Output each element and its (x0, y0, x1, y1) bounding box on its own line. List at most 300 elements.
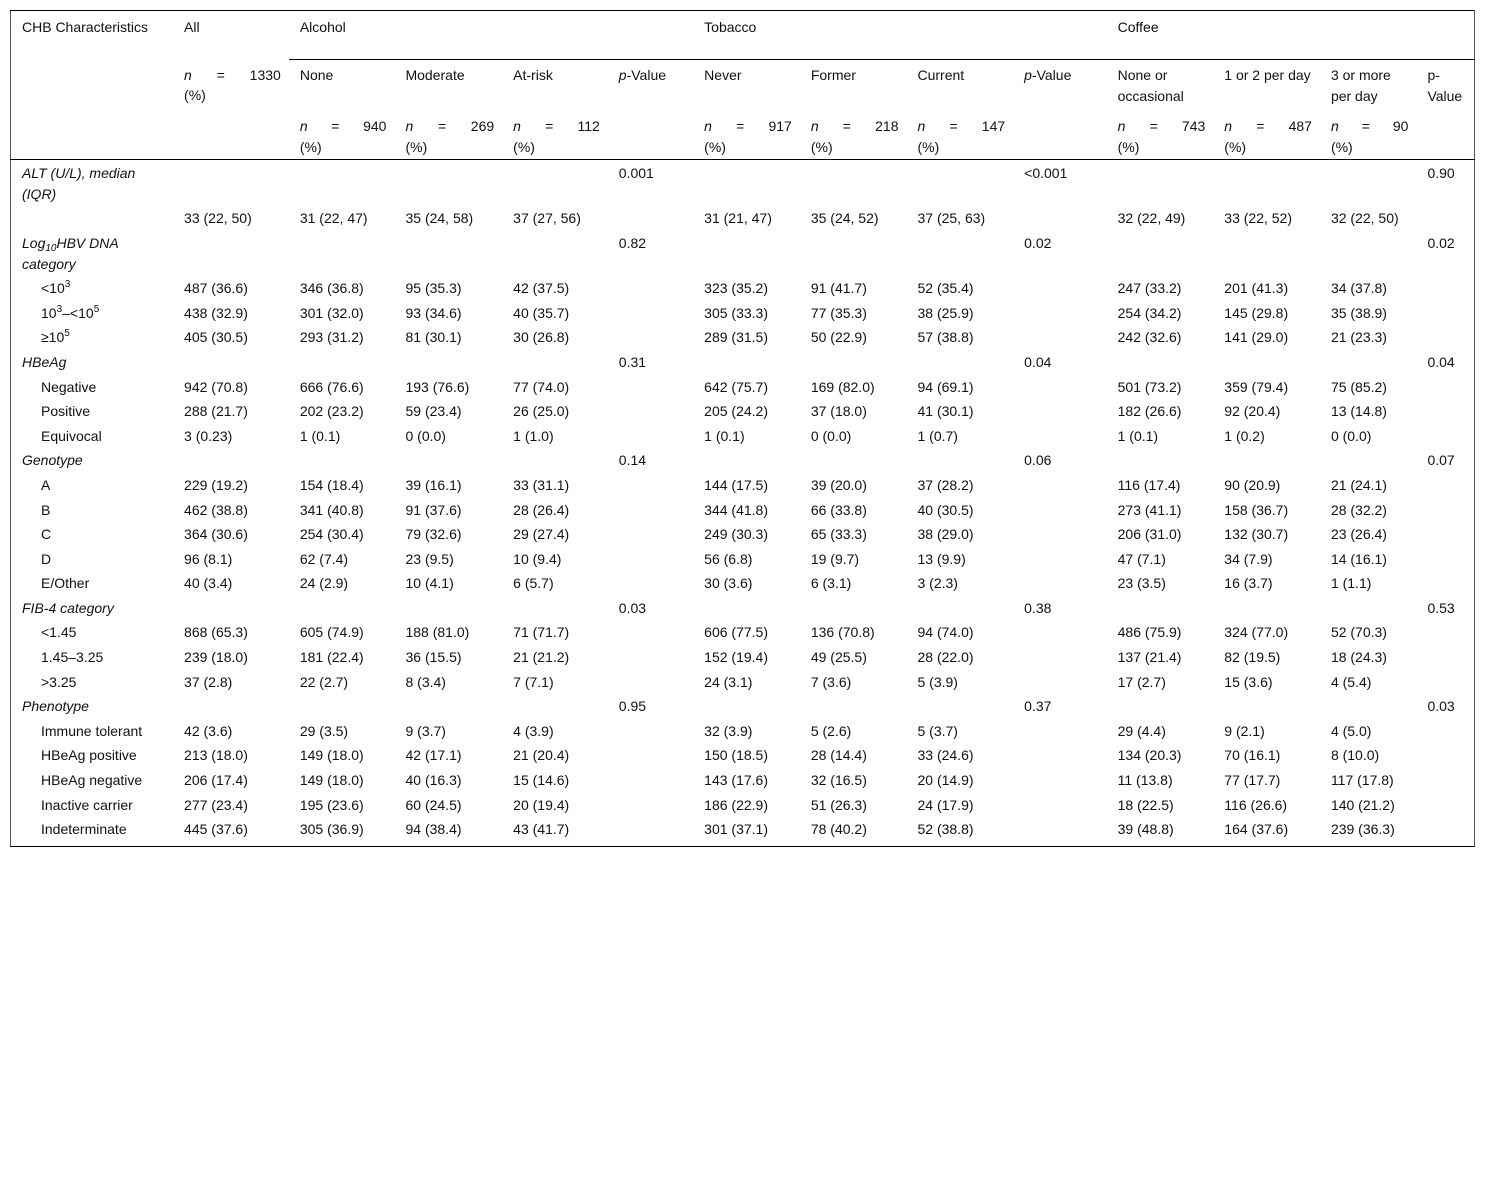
table-cell: 41 (30.1) (917, 403, 974, 420)
table-cell (693, 693, 800, 718)
table-cell: 65 (33.3) (810, 526, 867, 543)
table-cell: 16 (3.7) (1224, 575, 1273, 592)
pvalue-cell (1416, 423, 1474, 448)
table-cell: 32 (3.9) (704, 722, 753, 739)
table-cell: 195 (23.6) (299, 796, 364, 813)
pvalue-cell: 0.04 (1024, 353, 1052, 370)
row-label: D (11, 546, 174, 571)
table-cell: 288 (21.7) (184, 403, 248, 420)
table-cell (800, 595, 907, 620)
table-cell (1107, 349, 1214, 374)
table-cell: 289 (31.5) (704, 329, 768, 346)
table-cell: 28 (32.2) (1330, 501, 1387, 518)
header-n-coffee-1-2: n = 487 (%) (1213, 111, 1320, 160)
table-cell: 152 (19.4) (704, 649, 768, 666)
table-cell (394, 595, 502, 620)
table-cell: 37 (27, 56) (513, 210, 581, 227)
table-cell: 324 (77.0) (1224, 624, 1289, 641)
pvalue-cell (608, 669, 693, 694)
table-cell: 21 (21.2) (513, 649, 570, 666)
row-label: HBeAg negative (11, 767, 174, 792)
table-cell: 5 (3.9) (917, 673, 958, 690)
pvalue-cell (1013, 718, 1106, 743)
header-n-tobacco-former: n = 218 (%) (800, 111, 907, 160)
table-cell (906, 160, 1013, 206)
table-cell: 359 (79.4) (1224, 378, 1289, 395)
table-row (11, 816, 1475, 846)
pvalue-cell (1416, 767, 1474, 792)
pvalue-cell (608, 497, 693, 522)
pvalue-cell (1013, 374, 1106, 399)
header-blank (173, 111, 289, 160)
row-label: $\ge 10^5$ (11, 324, 174, 349)
table-cell (693, 230, 800, 275)
table-cell: 33 (22, 52) (1224, 210, 1292, 227)
header-blank (1416, 111, 1474, 160)
header-tobacco-never: Never (704, 67, 742, 83)
table-cell (1320, 595, 1417, 620)
pvalue-cell (608, 767, 693, 792)
table-cell: 28 (26.4) (513, 501, 570, 518)
pvalue-cell (1416, 300, 1474, 325)
table-cell: 70 (16.1) (1224, 747, 1281, 764)
table-cell: 4 (5.4) (1330, 673, 1372, 690)
pvalue-cell (1416, 546, 1474, 571)
table-cell (693, 595, 800, 620)
table-row (11, 546, 1475, 571)
table-cell: 42 (37.5) (513, 280, 570, 297)
row-label: HBeAg positive (11, 742, 174, 767)
table-cell: 35 (38.9) (1330, 304, 1387, 321)
pvalue-cell (1013, 423, 1106, 448)
table-row (11, 205, 1475, 230)
row-label: Indeterminate (11, 816, 174, 846)
pvalue-cell (1013, 767, 1106, 792)
pvalue-cell (1416, 472, 1474, 497)
table-cell: 182 (26.6) (1117, 403, 1182, 420)
table-cell: 21 (23.3) (1330, 329, 1387, 346)
table-cell (800, 447, 907, 472)
table-cell (800, 349, 907, 374)
pvalue-cell: 0.07 (1416, 447, 1474, 472)
table-cell: 62 (7.4) (299, 550, 349, 567)
table-cell: 39 (20.0) (810, 476, 867, 493)
pvalue-cell (608, 472, 693, 497)
table-cell: 868 (65.3) (184, 624, 248, 641)
table-cell: 11 (13.8) (1117, 772, 1173, 789)
table-cell: 31 (21, 47) (704, 210, 772, 227)
table-cell: 9 (2.1) (1224, 722, 1265, 739)
pvalue-cell (1013, 570, 1106, 595)
header-alcohol-none: None (299, 67, 334, 83)
table-cell: 33 (22, 50) (184, 210, 252, 227)
header-blank (608, 111, 693, 160)
table-cell: 462 (38.8) (184, 501, 248, 518)
header-n-alcohol-at-risk: n = 112 (%) (502, 111, 608, 160)
table-row (11, 423, 1475, 448)
pvalue-cell (1013, 300, 1106, 325)
pvalue-cell (1013, 546, 1106, 571)
table-cell: 8 (3.4) (405, 673, 446, 690)
row-label: $10^3-<10^5$ (11, 300, 174, 325)
table-cell: 77 (17.7) (1224, 772, 1281, 789)
header-group-tobacco: Tobacco (693, 11, 1106, 60)
pvalue-cell (608, 570, 693, 595)
pvalue-cell (608, 644, 693, 669)
table-cell (1213, 693, 1320, 718)
table-cell: 206 (31.0) (1117, 526, 1182, 543)
pvalue-cell: 0.03 (1416, 693, 1474, 718)
table-cell: 169 (82.0) (810, 378, 875, 395)
table-cell: 942 (70.8) (184, 378, 248, 395)
pvalue-cell (608, 619, 693, 644)
table-cell (1213, 595, 1320, 620)
pvalue-cell (1013, 205, 1106, 230)
table-cell: 487 (36.6) (184, 280, 248, 297)
pvalue-cell: 0.02 (1416, 230, 1474, 275)
table-row (11, 693, 1475, 718)
table-cell: 1 (1.0) (513, 427, 554, 444)
table-cell: 213 (18.0) (184, 747, 248, 764)
table-cell (693, 447, 800, 472)
table-cell: 37 (2.8) (184, 673, 233, 690)
header-n-coffee-none: n = 743 (%) (1107, 111, 1214, 160)
table-cell: 273 (41.1) (1117, 501, 1182, 518)
pvalue-cell: 0.38 (1024, 599, 1052, 616)
table-row (11, 349, 1475, 374)
pvalue-cell (1416, 398, 1474, 423)
table-cell: 19 (9.7) (810, 550, 860, 567)
pvalue-cell (1416, 718, 1474, 743)
pvalue-cell: 0.001 (618, 165, 654, 182)
table-cell: 193 (76.6) (405, 378, 470, 395)
table-row (11, 230, 1475, 275)
table-cell: 32 (16.5) (810, 772, 867, 789)
table-cell: 66 (33.8) (810, 501, 867, 518)
table-cell: 606 (77.5) (704, 624, 768, 641)
table-cell (502, 160, 608, 206)
table-cell: 0 (0.0) (405, 427, 446, 444)
row-label: Negative (11, 374, 174, 399)
table-cell (1107, 595, 1214, 620)
table-cell: 15 (3.6) (1224, 673, 1273, 690)
table-row (11, 472, 1475, 497)
table-cell: 28 (22.0) (917, 649, 974, 666)
pvalue-cell (608, 718, 693, 743)
pvalue-cell (1416, 275, 1474, 300)
table-cell: 254 (34.2) (1117, 304, 1182, 321)
table-cell: 344 (41.8) (704, 501, 768, 518)
pvalue-cell (608, 742, 693, 767)
table-cell: 239 (36.3) (1320, 816, 1417, 846)
table-cell: 57 (38.8) (917, 329, 974, 346)
table-cell: 18 (22.5) (1117, 796, 1174, 813)
table-cell (173, 230, 289, 275)
table-cell: 486 (75.9) (1117, 624, 1182, 641)
table-cell: 36 (15.5) (405, 649, 462, 666)
table-cell: 293 (31.2) (299, 329, 364, 346)
table-row (11, 595, 1475, 620)
table-cell: 501 (73.2) (1117, 378, 1182, 395)
table-cell: 642 (75.7) (704, 378, 768, 395)
table-cell: 77 (74.0) (513, 378, 570, 395)
header-tobacco-former: Former (810, 67, 856, 83)
table-cell: 90 (20.9) (1224, 476, 1281, 493)
row-label: Inactive carrier (11, 792, 174, 817)
table-cell: 82 (19.5) (1224, 649, 1281, 666)
table-row (11, 275, 1475, 300)
table-cell (502, 230, 608, 275)
pvalue-cell (1416, 619, 1474, 644)
table-row (11, 619, 1475, 644)
table-cell: 438 (32.9) (184, 304, 248, 321)
header-all-n: n = 1330 (%) (184, 66, 281, 104)
pvalue-cell: 0.90 (1416, 160, 1474, 206)
table-cell (289, 447, 395, 472)
table-body (11, 160, 1475, 847)
table-cell: 305 (33.3) (704, 304, 768, 321)
table-cell (800, 160, 907, 206)
pvalue-cell (608, 816, 693, 846)
table-cell: 144 (17.5) (704, 476, 768, 493)
pvalue-cell (1013, 497, 1106, 522)
row-label: FIB-4 category (11, 595, 174, 620)
pvalue-cell: <0.001 (1024, 165, 1068, 182)
pvalue-cell (1416, 570, 1474, 595)
table-cell: 94 (74.0) (917, 624, 974, 641)
table-cell: 0 (0.0) (810, 427, 852, 444)
table-cell: 21 (20.4) (513, 747, 570, 764)
pvalue-cell (608, 423, 693, 448)
table-cell: 23 (9.5) (405, 550, 454, 567)
table-cell: 154 (18.4) (299, 476, 364, 493)
table-cell (394, 160, 502, 206)
table-cell: 51 (26.3) (810, 796, 867, 813)
table-cell: 143 (17.6) (704, 772, 768, 789)
header-alcohol-moderate: Moderate (405, 67, 465, 83)
table-cell: 30 (3.6) (704, 575, 753, 592)
header-blank (11, 60, 174, 112)
pvalue-cell (1416, 742, 1474, 767)
header-blank (11, 111, 174, 160)
pvalue-cell (608, 275, 693, 300)
table-cell: 39 (48.8) (1107, 816, 1214, 846)
table-cell: 81 (30.1) (405, 329, 462, 346)
header-col-characteristics: CHB Characteristics (11, 11, 174, 60)
table-cell (1107, 447, 1214, 472)
table-row (11, 374, 1475, 399)
table-cell: 52 (35.4) (917, 280, 974, 297)
table-cell (800, 230, 907, 275)
table-row (11, 398, 1475, 423)
table-cell: 29 (27.4) (513, 526, 570, 543)
pvalue-cell (1013, 644, 1106, 669)
pvalue-cell: 0.82 (618, 234, 647, 251)
pvalue-cell (1013, 472, 1106, 497)
header-n-tobacco-current: n = 147 (%) (906, 111, 1013, 160)
pvalue-cell (608, 300, 693, 325)
pvalue-cell (1013, 792, 1106, 817)
table-cell: 445 (37.6) (173, 816, 289, 846)
table-cell: 75 (85.2) (1330, 378, 1387, 395)
table-cell (1320, 447, 1417, 472)
pvalue-cell (1013, 742, 1106, 767)
table-cell: 305 (36.9) (289, 816, 395, 846)
table-cell: 24 (17.9) (917, 796, 974, 813)
header-coffee-pvalue: p- Value (1416, 60, 1474, 112)
pvalue-cell: 0.03 (618, 599, 647, 616)
pvalue-cell (1416, 324, 1474, 349)
table-cell: 13 (14.8) (1330, 403, 1387, 420)
table-cell: 42 (17.1) (405, 747, 462, 764)
table-cell: 20 (14.9) (917, 772, 974, 789)
table-cell (1213, 160, 1320, 206)
header-coffee-3-plus: 3 or more per day (1330, 67, 1391, 104)
header-group-alcohol: Alcohol (289, 11, 693, 60)
table-cell: 149 (18.0) (299, 747, 364, 764)
chb-characteristics-table (10, 10, 1475, 847)
table-cell: 37 (18.0) (810, 403, 867, 420)
table-cell: 91 (41.7) (810, 280, 867, 297)
table-cell (289, 230, 395, 275)
pvalue-cell (608, 205, 693, 230)
table-cell: 3 (0.23) (184, 427, 233, 444)
table-cell: 37 (28.2) (917, 476, 974, 493)
table-cell (289, 693, 395, 718)
table-row (11, 160, 1475, 206)
table-cell (906, 349, 1013, 374)
table-cell: 32 (22, 49) (1117, 210, 1186, 227)
table-cell: 43 (41.7) (502, 816, 608, 846)
table-cell: 24 (2.9) (299, 575, 349, 592)
table-cell: 21 (24.1) (1330, 476, 1387, 493)
table-cell: 7 (7.1) (513, 673, 554, 690)
pvalue-cell (1013, 669, 1106, 694)
table-cell: 205 (24.2) (704, 403, 768, 420)
row-label: <1.45 (11, 619, 174, 644)
table-cell: 301 (32.0) (299, 304, 364, 321)
table-cell: 10 (4.1) (405, 575, 454, 592)
table-cell: 91 (37.6) (405, 501, 462, 518)
table-cell: 71 (71.7) (513, 624, 570, 641)
table-cell: 1 (0.1) (299, 427, 341, 444)
pvalue-cell (1416, 816, 1474, 846)
table-cell: 132 (30.7) (1224, 526, 1289, 543)
table-cell: 137 (21.4) (1117, 649, 1182, 666)
table-cell: 37 (25, 63) (917, 210, 986, 227)
table-cell: 40 (30.5) (917, 501, 974, 518)
header-alcohol-at-risk: At-risk (513, 67, 553, 83)
table-cell: 117 (17.8) (1330, 772, 1394, 789)
row-label (11, 205, 174, 230)
pvalue-cell: 0.04 (1416, 349, 1474, 374)
table-cell: 24 (3.1) (704, 673, 753, 690)
table-cell: 20 (19.4) (513, 796, 570, 813)
row-label: ALT (U/L), median (IQR) (11, 160, 174, 206)
table-cell: 1 (1.1) (1330, 575, 1372, 592)
table-cell: 116 (17.4) (1117, 476, 1181, 493)
table-cell: 136 (70.8) (810, 624, 875, 641)
row-label: Equivocal (11, 423, 174, 448)
table-cell: 93 (34.6) (405, 304, 462, 321)
table-row (11, 324, 1475, 349)
row-label: B (11, 497, 174, 522)
table-cell (906, 595, 1013, 620)
pvalue-cell: 0.02 (1024, 234, 1052, 251)
table-row (11, 447, 1475, 472)
table-row (11, 497, 1475, 522)
table-cell: 34 (37.8) (1330, 280, 1387, 297)
table-cell (502, 447, 608, 472)
table-cell (693, 160, 800, 206)
pvalue-cell (608, 521, 693, 546)
table-cell: 150 (18.5) (704, 747, 768, 764)
table-row (11, 669, 1475, 694)
row-label: A (11, 472, 174, 497)
table-row (11, 718, 1475, 743)
table-cell: 4 (3.9) (513, 722, 554, 739)
table-cell (1107, 693, 1214, 718)
pvalue-cell: 0.31 (618, 353, 647, 370)
table-cell: 35 (24, 52) (810, 210, 879, 227)
table-row (11, 570, 1475, 595)
table-cell (173, 160, 289, 206)
table-cell (906, 230, 1013, 275)
table-cell: 5 (3.7) (917, 722, 958, 739)
table-cell: 8 (10.0) (1330, 747, 1380, 764)
table-cell (1213, 349, 1320, 374)
pvalue-cell (1416, 792, 1474, 817)
pvalue-cell (1013, 619, 1106, 644)
table-cell: 29 (3.5) (299, 722, 349, 739)
table-row (11, 792, 1475, 817)
table-cell: 134 (20.3) (1117, 747, 1182, 764)
header-alcohol-pvalue: p-Value (618, 67, 667, 83)
table-cell (1320, 349, 1417, 374)
header-n-coffee-3-plus: n = 90 (%) (1320, 111, 1417, 160)
table-row (11, 644, 1475, 669)
header-n-tobacco-never: n = 917 (%) (693, 111, 800, 160)
table-cell (289, 349, 395, 374)
table-cell: 3 (2.3) (917, 575, 958, 592)
table-cell: 6 (3.1) (810, 575, 852, 592)
table-cell: 28 (14.4) (810, 747, 867, 764)
table-cell (1213, 230, 1320, 275)
table-cell: 1 (0.7) (917, 427, 958, 444)
table-cell (502, 693, 608, 718)
pvalue-cell: 0.95 (618, 698, 647, 715)
table-cell (693, 349, 800, 374)
table-cell: 164 (37.6) (1213, 816, 1320, 846)
table-cell: 158 (36.7) (1224, 501, 1289, 518)
pvalue-cell (1013, 324, 1106, 349)
table-cell: 17 (2.7) (1117, 673, 1166, 690)
row-label: Positive (11, 398, 174, 423)
table-cell: 247 (33.2) (1117, 280, 1182, 297)
header-coffee-none: None or occasional (1117, 67, 1184, 104)
table-cell: 23 (3.5) (1117, 575, 1166, 592)
table-cell: 35 (24, 58) (405, 210, 474, 227)
row-label: HBeAg (11, 349, 174, 374)
table-cell: 181 (22.4) (299, 649, 364, 666)
header-group-coffee: Coffee (1107, 11, 1475, 60)
table-cell (289, 595, 395, 620)
table-cell: 249 (30.3) (704, 526, 768, 543)
table-cell: 7 (3.6) (810, 673, 852, 690)
table-cell (1213, 447, 1320, 472)
table-cell: 141 (29.0) (1224, 329, 1289, 346)
table-cell: 40 (3.4) (184, 575, 233, 592)
